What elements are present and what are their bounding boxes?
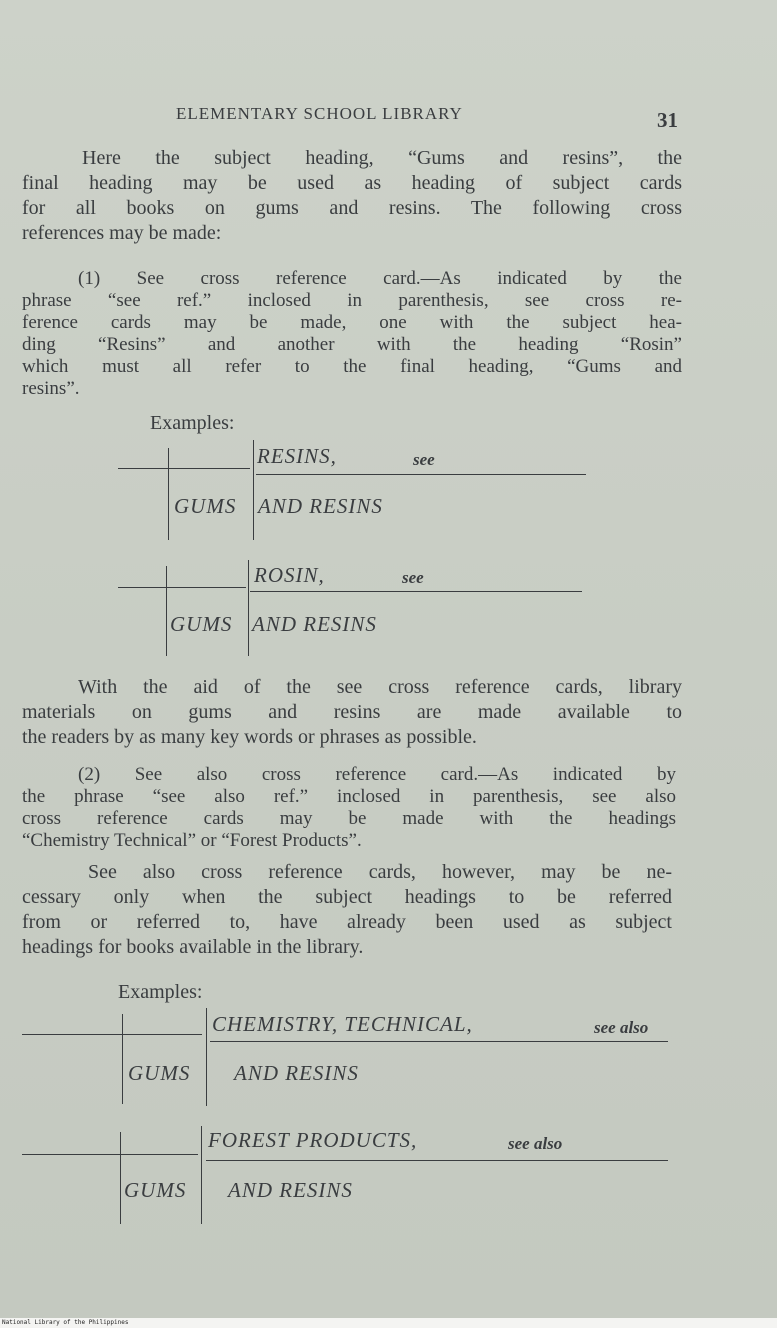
text-line: which must all refer to the final heading, “Gums and <box>22 356 682 377</box>
card-heading: FOREST PRODUCTS, <box>208 1128 418 1152</box>
card-rest: AND RESINS <box>234 1061 359 1085</box>
card-see: see also <box>594 1018 649 1037</box>
text-line: (2) See also cross reference card.—As indicated by <box>78 764 676 785</box>
card-rule <box>210 1041 668 1042</box>
card-rule <box>118 587 246 588</box>
card-rule <box>122 1014 123 1104</box>
text-line: With the aid of the see cross reference cards, library <box>78 676 682 698</box>
card-rest: AND RESINS <box>252 612 377 636</box>
see-also-paragraph <box>22 860 672 960</box>
card-rule <box>120 1132 121 1224</box>
card-rule <box>166 566 167 656</box>
card-rule <box>206 1008 207 1106</box>
text-line: ding “Resins” and another with the heading “Rosin” <box>22 334 682 355</box>
card-heading: RESINS, <box>257 444 337 468</box>
text-line: resins”. <box>22 378 80 399</box>
card-rule <box>118 468 250 469</box>
text-line: cross reference cards may be made with the headings <box>22 808 676 829</box>
intro-paragraph <box>22 146 682 246</box>
card-heading: ROSIN, <box>254 563 325 587</box>
card-gums: GUMS <box>170 612 233 636</box>
card-gums: GUMS <box>124 1178 187 1202</box>
card-heading: CHEMISTRY, TECHNICAL, <box>212 1012 473 1036</box>
card-see: see <box>402 568 424 587</box>
text-line: headings for books available in the library. <box>22 936 364 958</box>
card-rule <box>253 440 254 540</box>
text-line: phrase “see ref.” inclosed in parenthesis, see cross re- <box>22 290 682 311</box>
text-line: the phrase “see also ref.” inclosed in parenthesis, see also <box>22 786 676 807</box>
text-line: final heading may be used as heading of subject cards <box>22 172 682 194</box>
card-rest: AND RESINS <box>258 494 383 518</box>
text-line: the readers by as many key words or phrases as possible. <box>22 726 477 748</box>
text-line: from or referred to, have already been used as subject <box>22 911 672 933</box>
card-rule <box>248 560 249 656</box>
aid-paragraph <box>22 675 682 750</box>
running-head: ELEMENTARY SCHOOL LIBRARY <box>176 104 463 123</box>
card-rule <box>22 1034 202 1035</box>
text-line: See also cross reference cards, however, may be ne- <box>88 861 672 883</box>
text-line: ference cards may be made, one with the subject hea- <box>22 312 682 333</box>
examples-label: Examples: <box>150 412 235 434</box>
text-line: references may be made: <box>22 222 222 244</box>
text-line: (1) See cross reference card.—As indicated by the <box>78 268 682 289</box>
card-rule <box>168 448 169 540</box>
card-gums: GUMS <box>128 1061 191 1085</box>
card-rule <box>201 1126 202 1224</box>
examples-label: Examples: <box>118 981 203 1003</box>
item-1-paragraph <box>22 268 682 400</box>
text-line: Here the subject heading, “Gums and resins”, the <box>82 147 682 169</box>
text-line: for all books on gums and resins. The following cross <box>22 197 682 219</box>
card-see: see also <box>508 1134 563 1153</box>
card-rule <box>256 474 586 475</box>
card-rule <box>22 1154 198 1155</box>
library-credit: National Library of the Philippines <box>2 1319 129 1326</box>
page-number: 31 <box>657 108 678 132</box>
card-rule <box>250 591 582 592</box>
card-gums: GUMS <box>174 494 237 518</box>
text-line: “Chemistry Technical” or “Forest Products”. <box>22 830 362 851</box>
item-2-paragraph <box>22 764 676 852</box>
card-see: see <box>413 450 435 469</box>
text-line: materials on gums and resins are made available to <box>22 701 682 723</box>
card-rule <box>206 1160 668 1161</box>
card-rest: AND RESINS <box>228 1178 353 1202</box>
text-line: cessary only when the subject headings to be referred <box>22 886 672 908</box>
